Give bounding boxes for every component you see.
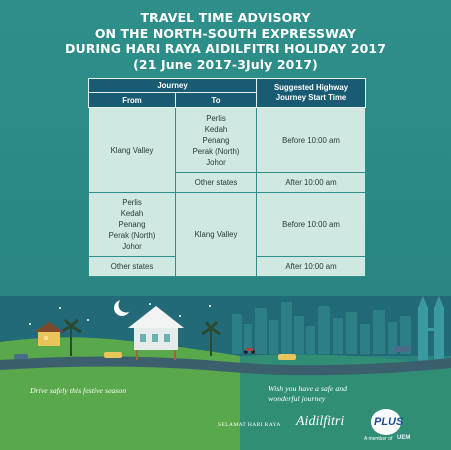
row1-from-cell: Klang Valley <box>89 108 176 193</box>
row1-to-line: Johor <box>206 157 226 167</box>
row3-from-line: Perlis <box>122 198 142 207</box>
plus-logo-text: PLUS <box>374 416 404 428</box>
row4-from-cell: Other states <box>89 257 176 277</box>
row2-to-cell: Other states <box>176 173 257 193</box>
title-line-2: ON THE NORTH-SOUTH EXPRESSWAY <box>94 25 357 41</box>
wish-message <box>268 384 347 404</box>
greeting-text: SELAMAT HARI RAYA <box>218 422 281 428</box>
row3-time-cell: Before 10:00 am <box>257 193 366 257</box>
row3-from-cell <box>89 193 176 257</box>
start-time-header-line-2: Journey Start Time <box>275 93 347 102</box>
row1-to-cell <box>176 108 257 173</box>
to-header: To <box>176 93 257 108</box>
row1-to-line: Kedah <box>204 124 228 134</box>
wish-message-line-2: wonderful journey <box>268 394 326 403</box>
row1-to-line: Perlis <box>206 113 226 123</box>
wish-message-line-1: Wish you have a safe and <box>268 384 348 393</box>
row4-time-cell: After 10:00 am <box>257 257 366 277</box>
row2-time-cell: After 10:00 am <box>257 173 366 193</box>
row3-from-line: Kedah <box>120 209 144 218</box>
row3-from-line: Penang <box>118 220 146 229</box>
row1-to-line: Perak (North) <box>192 146 240 156</box>
member-of-text: A member of <box>364 436 393 442</box>
title-line-1: TRAVEL TIME ADVISORY <box>140 10 311 25</box>
poster-title <box>0 10 451 72</box>
title-line-4: (21 June 2017-3July 2017) <box>133 56 318 72</box>
journey-header: Journey <box>89 79 257 93</box>
row3-from-line: Johor <box>122 242 142 251</box>
from-header: From <box>89 93 176 108</box>
row3-from-line: Perak (North) <box>108 231 156 240</box>
uem-logo: UEM <box>397 435 411 441</box>
start-time-header-line-1: Suggested Highway <box>273 83 349 92</box>
row3-to-cell: Klang Valley <box>176 193 257 277</box>
drive-safely-message: Drive safely this festive season <box>30 386 127 395</box>
row1-to-line: Penang <box>202 135 230 145</box>
title-line-3: DURING HARI RAYA AIDILFITRI HOLIDAY 2017 <box>64 41 387 56</box>
advisory-table <box>88 78 366 277</box>
aidilfitri-script: Aidilfitri <box>296 414 345 429</box>
start-time-header <box>257 79 366 108</box>
row1-time-cell: Before 10:00 am <box>257 108 366 173</box>
